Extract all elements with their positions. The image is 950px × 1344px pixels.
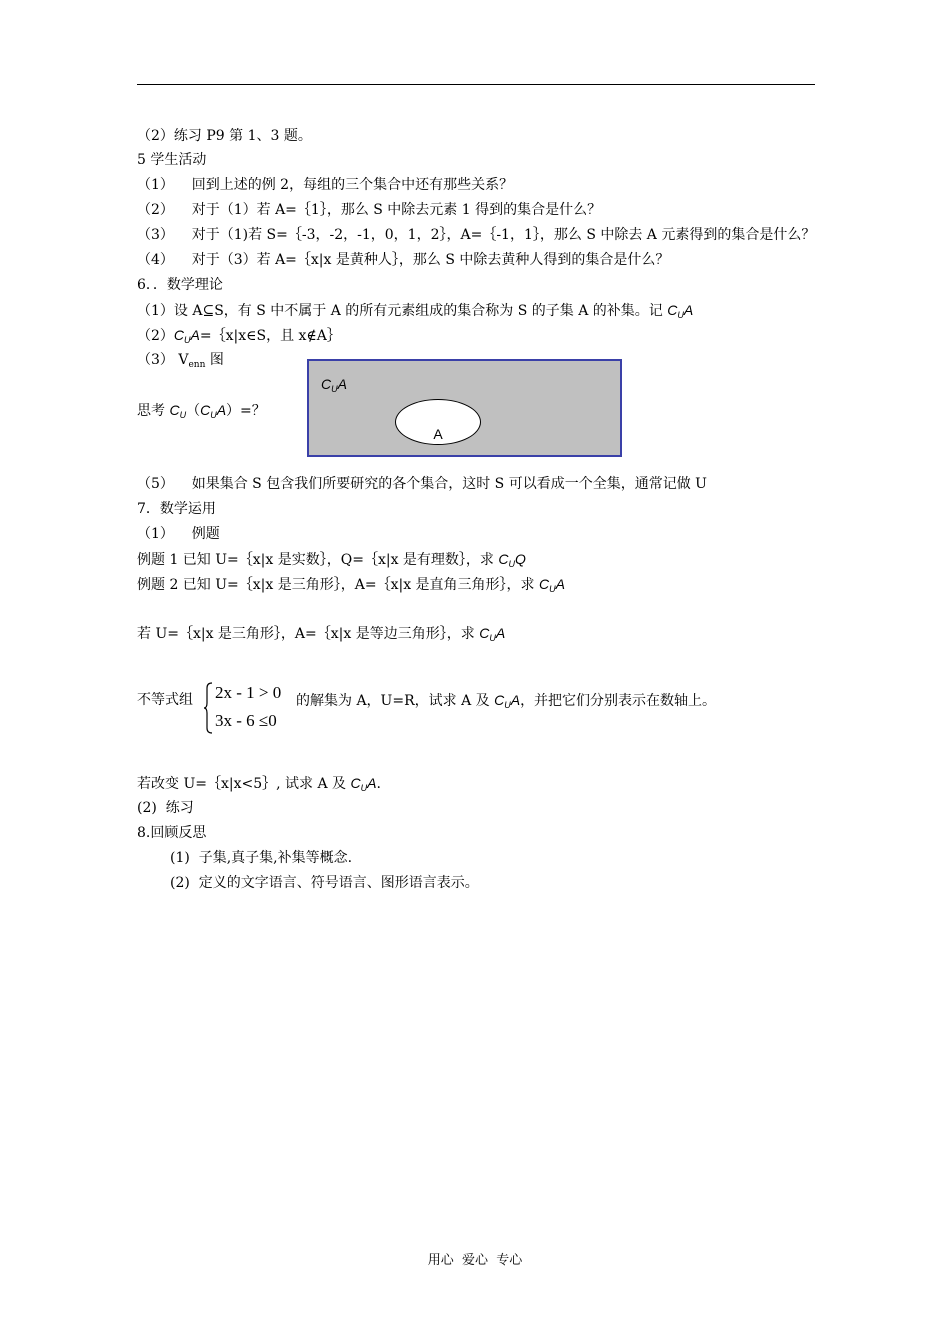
page-footer: 用心 爱心 专心 xyxy=(427,1253,523,1268)
brace-icon xyxy=(203,682,213,734)
text-line xyxy=(137,401,266,420)
math-complement: $C_UA$ xyxy=(173,327,200,345)
text-span: ）=？ xyxy=(226,403,266,419)
subscript: enn xyxy=(188,360,206,370)
list-item: (2) 定义的文字语言、符号语言、图形语言表示。 xyxy=(170,875,479,891)
text-span: =｛x|x∈S，且 x∉A｝ xyxy=(199,328,341,344)
text-span: 例题 2 已知 U=｛x|x 是三角形｝，A=｛x|x 是直角三角形｝，求 xyxy=(137,577,539,593)
text-line: （1） 例题 xyxy=(137,526,220,542)
inequality-2: 3x - 6 ≤0 xyxy=(215,711,277,730)
text-line xyxy=(137,351,224,369)
text-line: （1） 回到上述的例 2，每组的三个集合中还有那些关系？ xyxy=(137,177,514,193)
text-span: ，并把它们分别表示在数轴上。 xyxy=(520,693,717,709)
venn-set-a-label: A xyxy=(433,426,443,442)
header-rule xyxy=(137,84,815,85)
math-complement: $C_UA$ xyxy=(667,302,694,320)
section-heading: 8.回顾反思 xyxy=(137,825,207,841)
math-complement: $C_UA$ xyxy=(539,576,565,594)
venn-universe-label: $C_UA$ xyxy=(321,376,347,394)
text-line: （2） 对于（1）若 A=｛1｝，那么 S 中除去元素 1 得到的集合是什么？ xyxy=(137,202,602,218)
text-line xyxy=(137,624,505,643)
text-span: 若 U=｛x|x 是三角形｝，A=｛x|x 是等边三角形｝，求 xyxy=(137,626,480,642)
text-span: 的解集为 A，U=R，试求 A 及 xyxy=(296,693,495,709)
text-line xyxy=(137,774,381,793)
venn-diagram xyxy=(307,359,622,457)
section-heading: 6．．数学理论 xyxy=(137,277,223,293)
text-line xyxy=(296,691,716,710)
text-span: （3） V xyxy=(137,352,189,368)
math-complement: $C_UQ$ xyxy=(498,551,526,569)
text-line xyxy=(137,326,341,345)
math-complement: $C_UA$ xyxy=(479,625,506,643)
text-line xyxy=(137,301,693,320)
text-span: 例题 1 已知 U=｛x|x 是实数｝，Q=｛x|x 是有理数｝，求 xyxy=(137,552,499,568)
text-line xyxy=(137,550,526,569)
text-line: （4） 对于（3）若 A=｛x|x 是黄种人｝，那么 S 中除去黄种人得到的集合是什么？ xyxy=(137,252,670,268)
math-complement: $C_UA$ xyxy=(494,692,521,710)
section-heading: 5 学生活动 xyxy=(137,152,207,168)
text-span: 若改变 U=｛x|x<5｝, 试求 A 及 xyxy=(137,776,351,792)
text-span: （2） xyxy=(137,328,174,344)
text-line xyxy=(137,575,565,594)
text-span: （1）设 A⊆S，有 S 中不属于 A 的所有元素组成的集合称为 S 的子集 A 的补集。记 xyxy=(137,303,668,319)
math-complement: $C_UA$ xyxy=(200,402,227,420)
math-c: $C_U$ xyxy=(169,402,187,420)
inequality-1: 2x - 1 > 0 xyxy=(215,683,282,702)
section-heading: 7．数学运用 xyxy=(137,501,216,517)
text-line: （2）练习 P9 第 1、3 题。 xyxy=(137,128,312,144)
text-line: （5） 如果集合 S 包含我们所要研究的各个集合，这时 S 可以看成一个全集，通常记做 U xyxy=(137,476,707,492)
venn-set-a xyxy=(395,399,481,445)
text-span: （ xyxy=(186,403,201,419)
math-complement: $C_UA$ xyxy=(350,775,377,793)
text-line: （3） 对于（1)若 S=｛-3，-2，-1，0，1，2｝，A=｛-1，1｝，那么 S 中除去 A 元素得到的集合是什么？ xyxy=(137,227,816,243)
text-line: (2) 练习 xyxy=(137,800,194,816)
text-span: 图 xyxy=(205,352,224,368)
text-span: 不等式组 xyxy=(137,692,193,708)
text-span: 思考 xyxy=(137,403,170,419)
text-span: . xyxy=(376,776,381,792)
list-item: (1) 子集,真子集,补集等概念. xyxy=(170,850,353,866)
